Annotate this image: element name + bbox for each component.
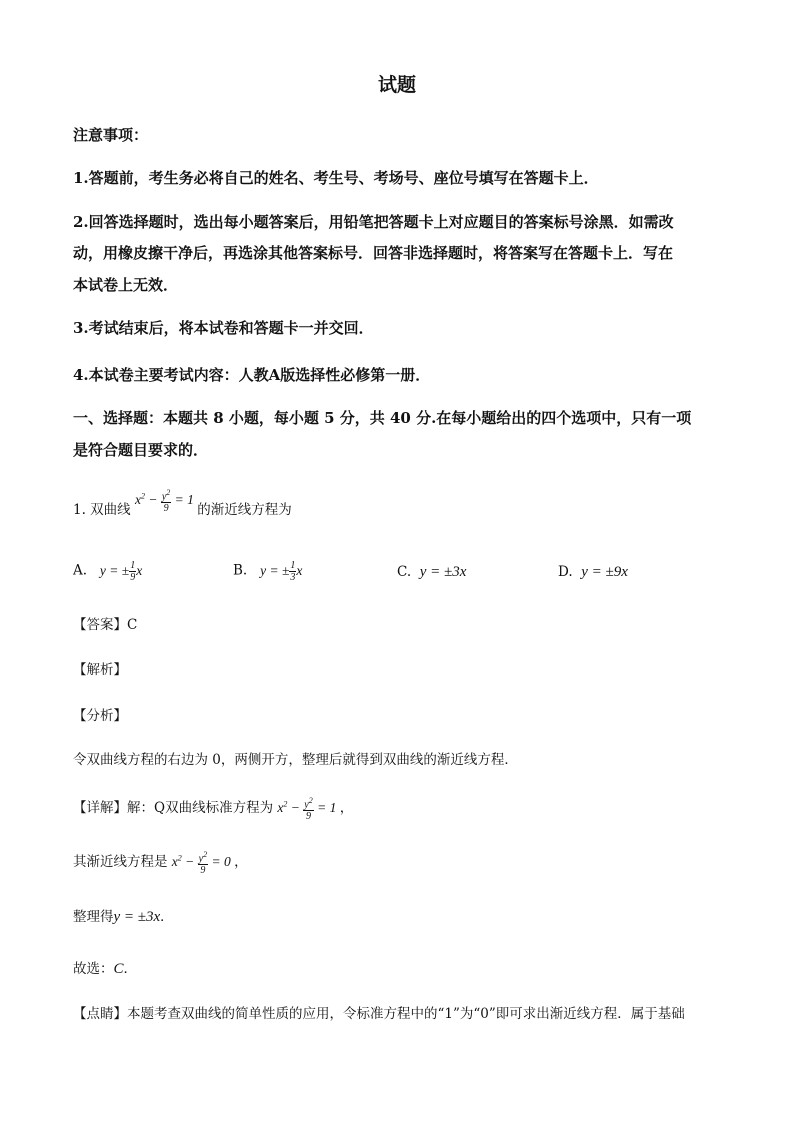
option-a[interactable]: A. y = ± $\frac{1}{9}$ x	[73, 560, 143, 583]
question-suffix: 的渐近线方程为	[197, 501, 292, 518]
answer-line	[73, 613, 137, 633]
analysis-tag: 【解析】	[73, 662, 127, 678]
because-symbol: Q	[154, 799, 166, 816]
page-title: 试题	[377, 74, 416, 96]
answer-value: C	[127, 617, 138, 633]
question-equation: $x^2$ − $\frac{y^2}{9}$ = 1	[134, 488, 194, 515]
notice-item-2-line-2: 动，用橡皮擦干净后，再选涂其他答案标号．回答非选择题时，将答案写在答题卡上．写在	[73, 244, 674, 262]
detail-line-2: 其渐近线方程是 $x^2$ − $\frac{y^2}{9}$ = 0 ，	[73, 850, 248, 877]
comment-text: 本题考查双曲线的简单性质的应用，令标准方程中的“1”为“0”即可求出渐近线方程．属于基础	[127, 1006, 685, 1022]
detail-line-1: 【详解】解：Q双曲线标准方程为 $x^2$ − $\frac{y^2}{9}$ = 1 ，	[73, 796, 354, 823]
option-b[interactable]: B. y = ± $\frac{1}{3}$ x	[233, 560, 303, 583]
comment-tag: 【点睛】	[73, 1006, 127, 1022]
fenxi-text: 令双曲线方程的右边为 0，两侧开方，整理后就得到双曲线的渐近线方程．	[73, 752, 518, 768]
comment-line	[73, 1002, 685, 1022]
notice-heading: 注意事项：	[73, 126, 149, 144]
option-d[interactable]: D. y = ±9x	[558, 564, 628, 580]
notice-item-2-line-1: 2.回答选择题时，选出每小题答案后，用铅笔把答题卡上对应题目的答案标号涂黑．如需改	[73, 213, 674, 231]
section-heading-line-1: 一、选择题：本题共 8 小题，每小题 5 分，共 40 分.在每小题给出的四个选项中，只有一项	[73, 409, 692, 427]
detail-line-4: 故选：C．	[73, 961, 138, 977]
notice-item-1: 1.答题前，考生务必将自己的姓名、考生号、考场号、座位号填写在答题卡上．	[73, 169, 599, 187]
notice-item-3: 3.考试结束后，将本试卷和答题卡一并交回．	[73, 319, 374, 337]
fenxi-tag: 【分析】	[73, 708, 127, 724]
section-heading-line-2: 是符合题目要求的．	[73, 441, 209, 459]
question-prefix: 1. 双曲线	[73, 501, 131, 518]
notice-item-4: 4.本试卷主要考试内容：人教A版选择性必修第一册．	[73, 366, 431, 384]
question-1	[73, 488, 292, 524]
notice-item-2-line-3: 本试卷上无效．	[73, 276, 179, 294]
option-c[interactable]: C. y = ±3x	[397, 564, 467, 580]
answer-tag: 【答案】	[73, 617, 127, 633]
detail-line-3: 整理得y = ±3x．	[73, 909, 174, 925]
